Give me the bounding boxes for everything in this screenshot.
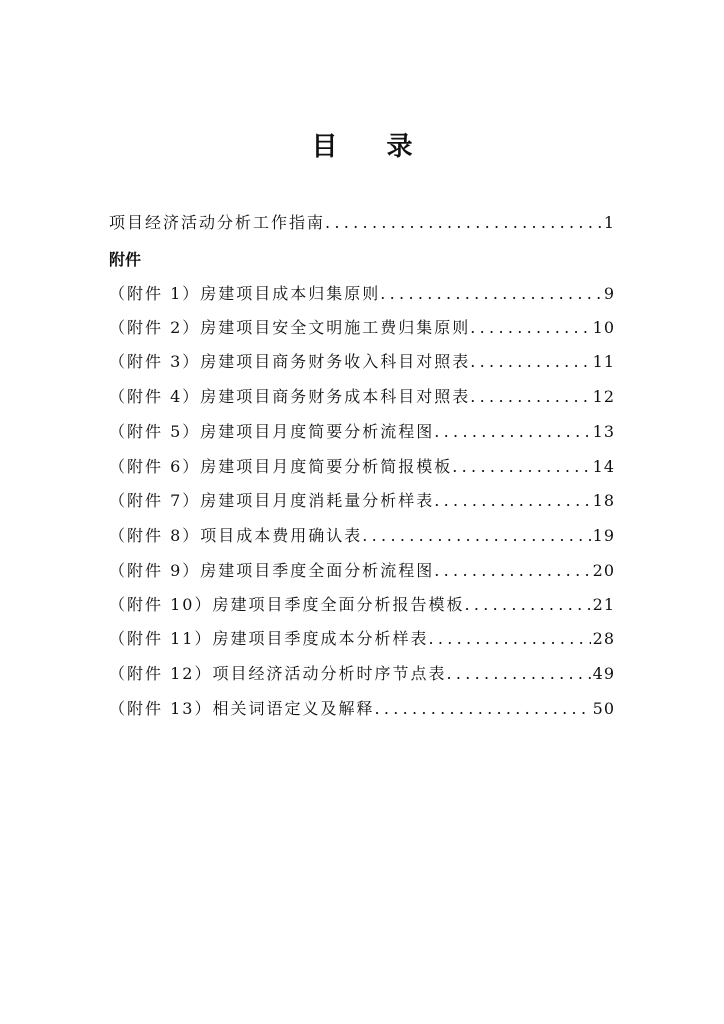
toc-entry-attachment-2[interactable] xyxy=(109,316,615,340)
toc-leader-dots xyxy=(380,282,602,306)
toc-entry-text: （附件 12）项目经济活动分析时序节点表 xyxy=(109,664,447,683)
toc-entry-attachment-10[interactable] xyxy=(109,593,615,617)
toc-page-number: 11 xyxy=(592,352,615,371)
toc-page-number: 20 xyxy=(592,561,615,580)
toc-page-number: 9 xyxy=(603,284,615,303)
toc-leader-dots xyxy=(325,211,602,235)
toc-page-number: 14 xyxy=(592,457,615,476)
toc-entry-attachment-3[interactable] xyxy=(109,350,615,374)
toc-entry-attachment-4[interactable] xyxy=(109,385,615,409)
toc-entry-attachment-8[interactable] xyxy=(109,524,615,548)
toc-entry-attachment-11[interactable] xyxy=(109,627,615,651)
toc-leader-dots xyxy=(470,316,590,340)
toc-leader-dots xyxy=(434,559,590,583)
toc-leader-dots xyxy=(374,697,590,721)
toc-page-number: 18 xyxy=(592,491,615,510)
toc-leader-dots xyxy=(470,350,590,374)
toc-entry-attachment-5[interactable] xyxy=(109,420,615,444)
toc-entry-attachment-9[interactable] xyxy=(109,559,615,583)
toc-entry-text: （附件 6）房建项目月度简要分析简报模板 xyxy=(109,457,453,476)
toc-entry-text: （附件 5）房建项目月度简要分析流程图 xyxy=(109,422,435,441)
toc-page-number: 19 xyxy=(592,526,615,545)
toc-leader-dots xyxy=(434,489,590,513)
toc-entry-text: 项目经济活动分析工作指南 xyxy=(109,213,326,232)
toc-leader-dots xyxy=(452,455,590,479)
toc-entry-attachment-12[interactable] xyxy=(109,662,615,686)
toc-entry-text: （附件 13）相关词语定义及解释 xyxy=(109,699,375,718)
page-title: 目 录 xyxy=(311,132,433,162)
toc-page-number: 21 xyxy=(592,595,615,614)
toc-leader-dots xyxy=(428,627,590,651)
toc-entry-text: （附件 8）项目成本费用确认表 xyxy=(109,526,363,545)
toc-leader-dots xyxy=(464,593,590,617)
toc-entry-text: （附件 10）房建项目季度全面分析报告模板 xyxy=(109,595,465,614)
toc-entry-attachment-7[interactable] xyxy=(109,489,615,513)
toc-entry-text: （附件 7）房建项目月度消耗量分析样表 xyxy=(109,491,435,510)
toc-entry-text: （附件 2）房建项目安全文明施工费归集原则 xyxy=(109,318,471,337)
toc-entry-text: （附件 1）房建项目成本归集原则 xyxy=(109,284,381,303)
toc-entry-main[interactable] xyxy=(109,211,615,235)
toc-entry-text: （附件 3）房建项目商务财务收入科目对照表 xyxy=(109,352,471,371)
toc-entry-attachment-6[interactable] xyxy=(109,455,615,479)
toc-page-number: 28 xyxy=(592,629,615,648)
toc-page-number: 13 xyxy=(592,422,615,441)
toc-leader-dots xyxy=(470,385,590,409)
toc-entry-text: （附件 11）房建项目季度成本分析样表 xyxy=(109,629,429,648)
toc-page-number: 10 xyxy=(592,318,615,337)
toc-leader-dots xyxy=(362,524,590,548)
section-heading-attachments: 附件 xyxy=(109,250,142,269)
toc-entry-attachment-1[interactable] xyxy=(109,282,615,306)
toc-page-number: 50 xyxy=(592,699,615,718)
toc-page-number: 49 xyxy=(592,664,615,683)
toc-entry-attachment-13[interactable] xyxy=(109,697,615,721)
toc-page-number: 1 xyxy=(603,213,615,232)
toc-leader-dots xyxy=(446,662,590,686)
toc-entry-text: （附件 4）房建项目商务财务成本科目对照表 xyxy=(109,387,471,406)
toc-entry-text: （附件 9）房建项目季度全面分析流程图 xyxy=(109,561,435,580)
toc-page-number: 12 xyxy=(592,387,615,406)
toc-leader-dots xyxy=(434,420,590,444)
